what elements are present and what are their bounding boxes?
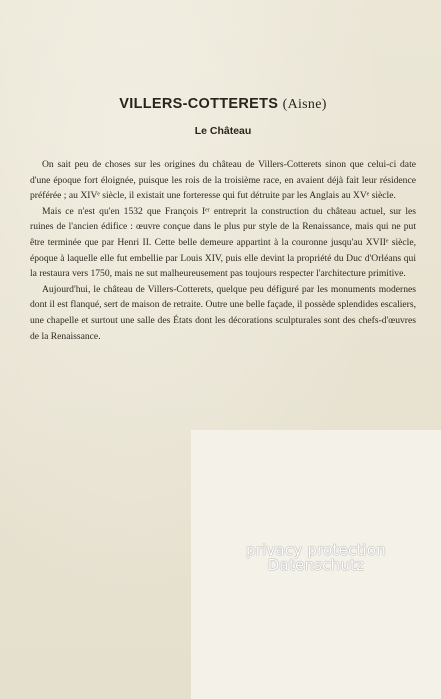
document-subtitle: Le Château (194, 125, 252, 137)
paragraph-origins: On sait peu de choses sur les origines du château de Villers-Cotterets sinon que celui-ci date d'une époque fort éloignée, puisque les rois de la troisième race, en avaient déjà fait leur résidence préférée ; au XIVᵉ siècle, il existait une forteresse qui fut détruite par les Anglais au XVᵉ siècle. (30, 159, 416, 202)
text-block (30, 96, 416, 344)
privacy-watermark (191, 543, 441, 573)
watermark-line-2: Datenschutz (267, 556, 365, 574)
document-title (30, 96, 416, 113)
paragraph-construction: Mais ce n'est qu'en 1532 que François Iᵉʳ entreprit la construction du château actuel, sur les ruines de l'ancien édifice : œuvre conçue dans le plus pur style de la Renaissance, mais qui ne put être terminée que par Henri II. Cette belle demeure appartint à la couronne jusqu'au XVIIᵉ siècle, époque à laquelle elle fut embellie par Louis XIV, puis elle devint la propriété du Duc d'Orléans qui la restaura vers 1750, mais ne sut malheureusement pas toujours respecter l'architecture primitive. (30, 205, 416, 280)
title-sub: (Aisne) (282, 97, 327, 112)
title-main: VILLERS-COTTERETS (119, 96, 279, 112)
paragraph-today: Aujourd'hui, le château de Villers-Cotterets, quelque peu défiguré par les monuments modernes dont il est flanqué, sert de maison de retraite. Outre une belle façade, il possède splendides escaliers, une chapelle et surtout une salle des États dont les décorations sculpturales sont des chefs-d'œuvres de la Renaissance. (30, 283, 416, 342)
watermark-line-1: privacy protection (245, 541, 387, 559)
